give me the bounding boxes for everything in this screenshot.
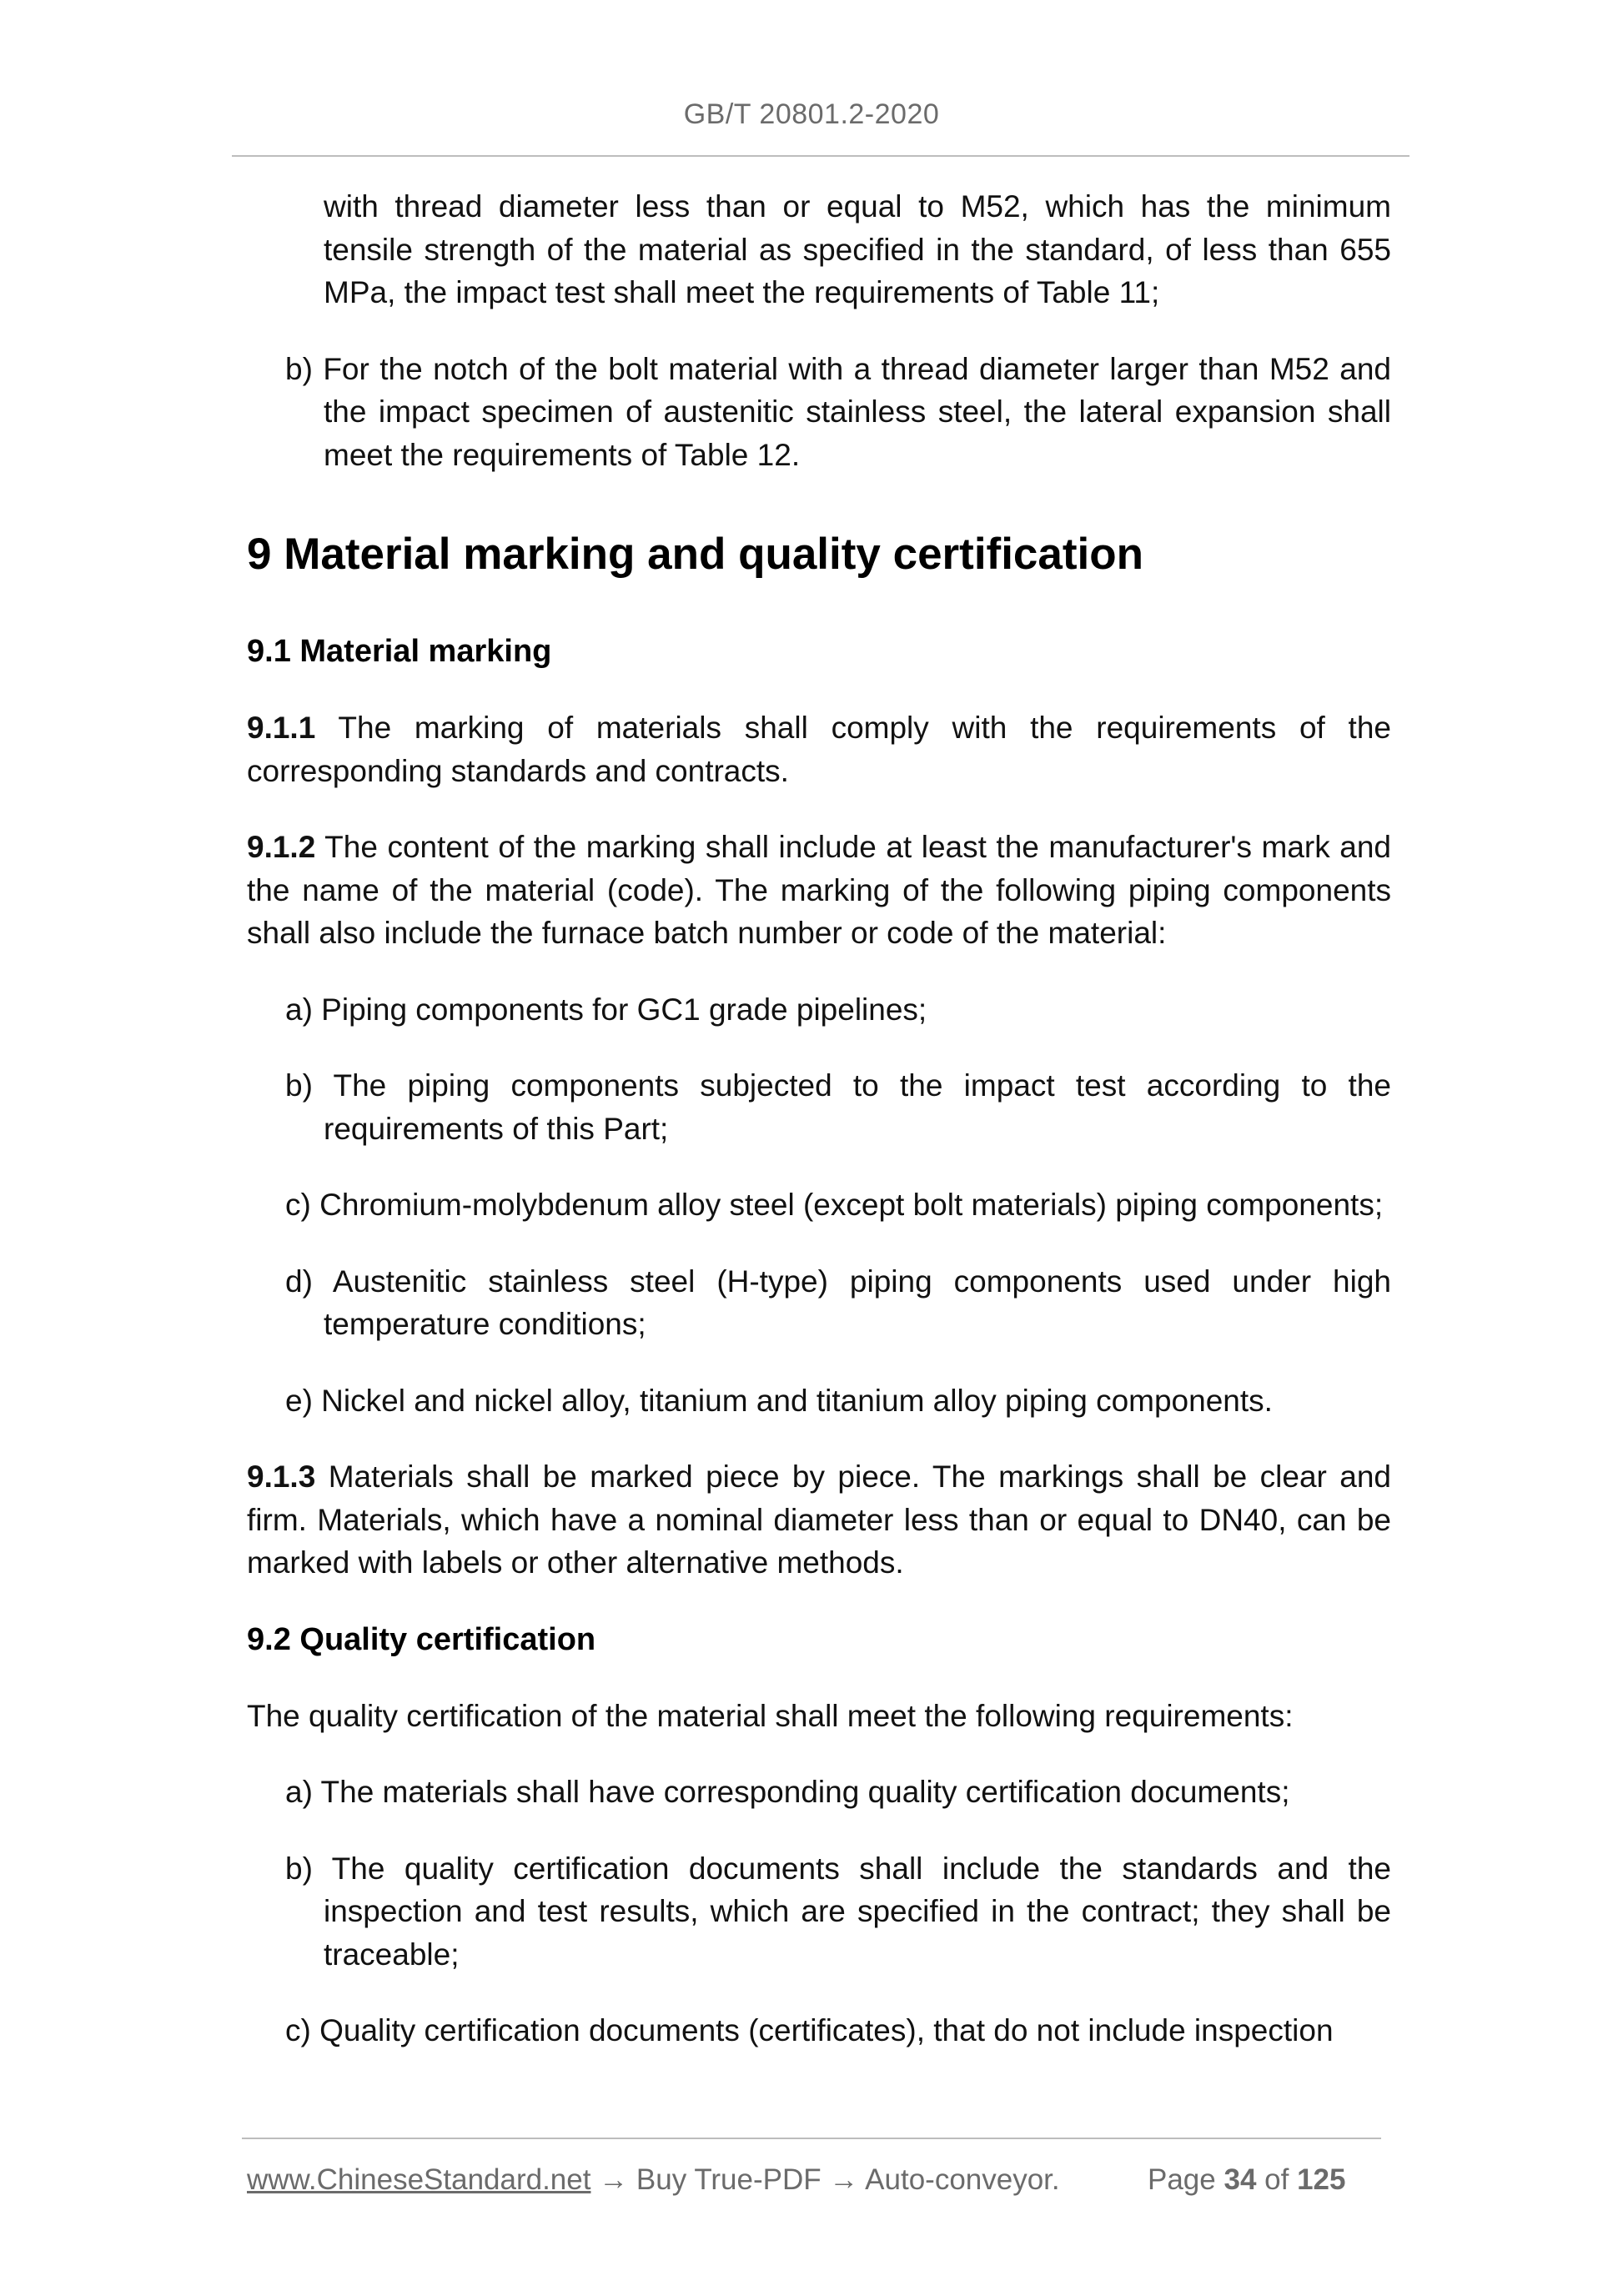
list-item: e) Nickel and nickel alloy, titanium and titanium alloy piping components. (285, 1383, 1273, 1418)
list-item: a) The materials shall have corresponding quality certification documents; (285, 1775, 1290, 1809)
list-item: d) Austenitic stainless steel (H-type) piping components used under high temperature conditions; (285, 1264, 1391, 1341)
clause-9-1-2 (247, 826, 1391, 955)
list-item: b) The piping components subjected to the impact test according to the requirements of this Part; (285, 1068, 1391, 1146)
list-item: c) Quality certification documents (certificates), that do not include inspection (285, 2013, 1334, 2047)
clause-9-1-1 (247, 706, 1391, 792)
list-item: a) Piping components for GC1 grade pipelines; (285, 992, 927, 1027)
page-header-title: GB/T 20801.2-2020 (683, 98, 940, 130)
page-footer (247, 2162, 1381, 2198)
clause-number: 9.1.1 (247, 711, 316, 745)
clause-text: Materials shall be marked piece by piece. The markings shall be clear and firm. Materials, which have a nominal diameter less than or equal to DN40, can be marked with labels or other alternative methods. (247, 1459, 1391, 1580)
footer-trail-text: → Buy True-PDF → Auto-conveyor. (590, 2163, 1060, 2196)
continued-list-item-a: with thread diameter less than or equal to M52, which has the minimum tensile strength of the material as specified in the standard, of less than 655 MPa, the impact test shall meet the requirements of Table 11; (324, 189, 1391, 309)
page-number: 34 (1224, 2163, 1257, 2196)
page-total: 125 (1297, 2163, 1346, 2196)
of-label: of (1264, 2163, 1289, 2196)
clause-text: The marking of materials shall comply with the requirements of the corresponding standards and contracts. (247, 711, 1391, 788)
list-item-b: b) For the notch of the bolt material with a thread diameter larger than M52 and the impact specimen of austenitic stainless steel, the lateral expansion shall meet the requirements of Table 12. (285, 351, 1391, 472)
clause-number: 9.1.3 (247, 1459, 316, 1494)
page-body (247, 185, 1391, 2052)
list-item: c) Chromium-molybdenum alloy steel (except bolt materials) piping components; (285, 1188, 1384, 1222)
section-9-heading: 9 Material marking and quality certification (247, 530, 1144, 579)
section-9-1-heading: 9.1 Material marking (247, 634, 552, 669)
clause-text: The content of the marking shall include at least the manufacturer's mark and the name of the material (code). The marking of the following piping components shall also include the furnace batch number or code of the material: (247, 830, 1391, 950)
header-divider (232, 155, 1409, 157)
list-item: b) The quality certification documents shall include the standards and the inspection and test results, which are specified in the contract; they shall be traceable; (285, 1851, 1391, 1972)
clause-9-1-3 (247, 1455, 1391, 1585)
footer-divider (242, 2138, 1381, 2139)
page-label: Page (1148, 2163, 1216, 2196)
clause-number: 9.1.2 (247, 830, 316, 864)
section-9-2-intro: The quality certification of the material shall meet the following requirements: (247, 1698, 1294, 1733)
section-9-2-heading: 9.2 Quality certification (247, 1621, 596, 1657)
page-indicator (1148, 2162, 1346, 2198)
website-link[interactable]: www.ChineseStandard.net (247, 2163, 591, 2196)
